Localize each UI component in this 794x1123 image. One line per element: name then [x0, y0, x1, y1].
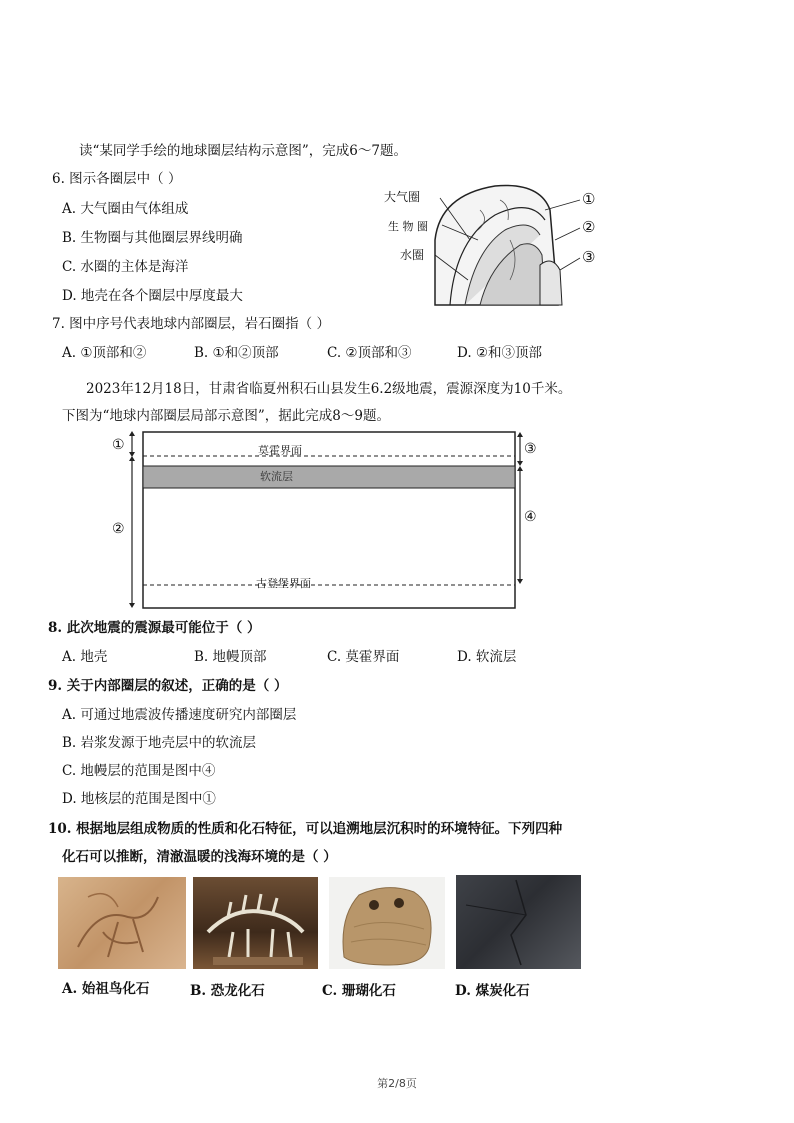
page-number: 第2/8页 [377, 1077, 417, 1090]
question-10-stem-line1: 10. 根据地层组成物质的性质和化石特征，可以追溯地层沉积时的环境特征。下列四种 [48, 821, 563, 837]
label-biosphere: 生 物 圈 [388, 220, 428, 233]
coal-fossil-image [456, 875, 581, 969]
q10-option-c: C. 珊瑚化石 [322, 983, 396, 999]
q7-option-b: B. ①和②顶部 [194, 345, 279, 361]
intro-text-2-line2: 下图为“地球内部圈层局部示意图”，据此完成8～9题。 [62, 408, 390, 424]
layer-num-3: ③ [524, 441, 537, 457]
q7-option-d: D. ②和③顶部 [457, 345, 543, 361]
q6-option-c: C. 水圈的主体是海洋 [62, 259, 189, 275]
q8-option-d: D. 软流层 [457, 649, 517, 665]
q9-option-d: D. 地核层的范围是图中① [62, 791, 216, 807]
layer-num-4: ④ [524, 509, 537, 525]
question-8-stem: 8. 此次地震的震源最可能位于（ ） [48, 620, 261, 636]
earth-interior-figure [110, 428, 550, 613]
label-num-2: ② [582, 218, 596, 236]
asthenosphere-label: 软流层 [260, 470, 293, 483]
q8-option-a: A. 地壳 [62, 649, 108, 665]
q6-option-a: A. 大气圈由气体组成 [62, 201, 189, 217]
q9-option-b: B. 岩浆发源于地壳层中的软流层 [62, 735, 257, 751]
q7-option-c: C. ②顶部和③ [327, 345, 412, 361]
question-9-stem: 9. 关于内部圈层的叙述，正确的是（ ） [48, 678, 288, 694]
intro-text-2-line1: 2023年12月18日，甘肃省临夏州积石山县发生6.2级地震，震源深度为10千米。 [86, 381, 572, 397]
label-hydrosphere: 水圈 [400, 248, 425, 262]
moho-label: 莫霍界面 [258, 444, 302, 457]
q8-option-b: B. 地幔顶部 [194, 649, 267, 665]
q8-option-c: C. 莫霍界面 [327, 649, 400, 665]
layer-num-1: ① [112, 437, 125, 453]
gutenberg-label: 古登堡界面 [256, 577, 311, 590]
q9-option-a: A. 可通过地震波传播速度研究内部圈层 [62, 707, 297, 723]
intro-text-1: 读“某同学手绘的地球圈层结构示意图”，完成6～7题。 [79, 143, 407, 159]
q7-option-a: A. ①顶部和② [62, 345, 147, 361]
earth-sphere-figure [380, 180, 610, 310]
q9-option-c: C. 地幔层的范围是图中④ [62, 763, 216, 779]
question-10-stem-line2: 化石可以推断，清澈温暖的浅海环境的是（ ） [62, 849, 337, 865]
dinosaur-fossil-image [193, 877, 318, 969]
q10-option-a: A. 始祖鸟化石 [62, 981, 150, 997]
label-num-3: ③ [582, 248, 596, 266]
label-atmosphere: 大气圈 [384, 190, 421, 204]
layer-num-2: ② [112, 521, 125, 537]
q6-option-b: B. 生物圈与其他圈层界线明确 [62, 230, 243, 246]
coral-fossil-image [329, 877, 445, 969]
q6-option-d: D. 地壳在各个圈层中厚度最大 [62, 288, 243, 304]
archaeopteryx-fossil-image [58, 877, 186, 969]
q10-option-d: D. 煤炭化石 [455, 983, 530, 999]
q10-option-b: B. 恐龙化石 [190, 983, 265, 999]
label-num-1: ① [582, 190, 596, 208]
question-7-stem: 7. 图中序号代表地球内部圈层，岩石圈指（ ） [52, 316, 330, 332]
question-6-stem: 6. 图示各圈层中（ ） [52, 171, 182, 187]
